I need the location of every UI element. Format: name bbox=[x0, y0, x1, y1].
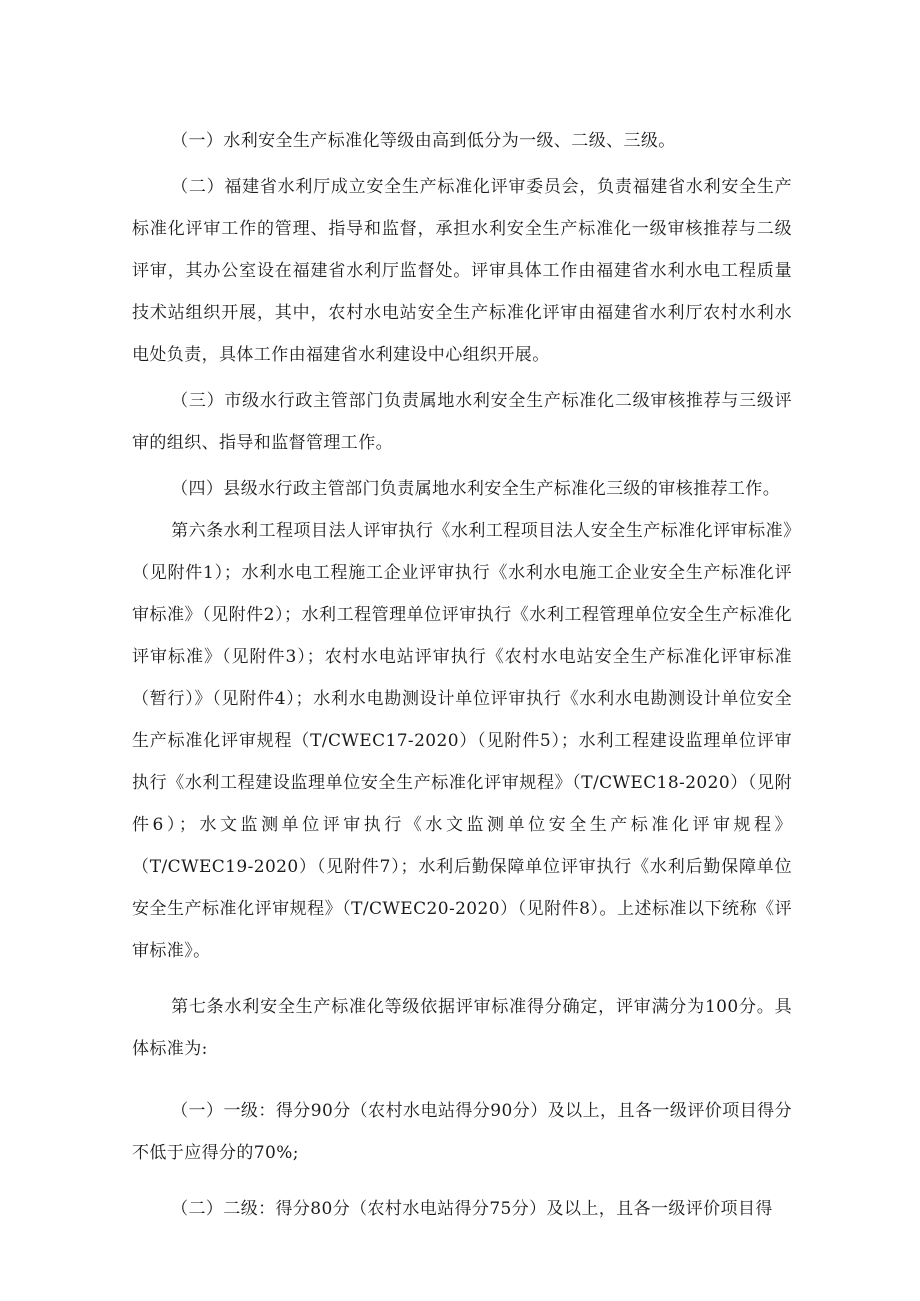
document-body bbox=[132, 120, 792, 1230]
paragraph-level-two: （二）二级：得分80分（农村水电站得分75分）及以上，且各一级评价项目得 bbox=[171, 1199, 773, 1219]
paragraph-grade-levels: （一）水利安全生产标准化等级由高到低分为一级、二级、三级。 bbox=[171, 131, 676, 151]
paragraph-county-duties: （四）县级水行政主管部门负责属地水利安全生产标准化三级的审核推荐工作。 bbox=[171, 479, 781, 499]
paragraph-provincial-committee: （二）福建省水利厅成立安全生产标准化评审委员会，负责福建省水利安全生产标准化评审工作的管理、指导和监督，承担水利安全生产标准化一级审核推荐与二级评审，其办公室设在福建省水利厅监督处。评审具体工作由福建省水利水电工程质量技术站组织开展，其中，农村水电站安全生产标准化评审由福建省水利厅农村水利水电处负责，具体工作由福建省水利建设中心组织开展。 bbox=[132, 177, 792, 365]
paragraph-article-7: 第七条水利安全生产标准化等级依据评审标准得分确定，评审满分为100分。具体标准为: bbox=[132, 997, 792, 1059]
paragraph-municipal-duties: （三）市级水行政主管部门负责属地水利安全生产标准化二级审核推荐与三级评审的组织、指导和监督管理工作。 bbox=[132, 391, 792, 453]
paragraph-level-one: （一）一级：得分90分（农村水电站得分90分）及以上，且各一级评价项目得分不低于应得分的70%; bbox=[132, 1101, 792, 1163]
paragraph-article-6: 第六条水利工程项目法人评审执行《水利工程项目法人安全生产标准化评审标准》（见附件1）；水利水电工程施工企业评审执行《水利水电施工企业安全生产标准化评审标准》（见附件2）；水利工程管理单位评审执行《水利工程管理单位安全生产标准化评审标准》（见附件3）；农村水电站评审执行《农村水电站安全生产标准化评审标准（暂行）》（见附件4）；水利水电勘测设计单位评审执行《水利水电勘测设计单位安全生产标准化评审规程（T/CWEC17-2020）（见附件5）；水利工程建设监理单位评审执行《水利工程建设监理单位安全生产标准化评审规程》（T/CWEC18-2020）（见附件6）；水文监测单位评审执行《水文监测单位安全生产标准化评审规程》（T/CWEC19-2020）（见附件7）；水利后勤保障单位评审执行《水利后勤保障单位安全生产标准化评审规程》（T/CWEC20-2020）（见附件8）。上述标准以下统称《评审标准》。 bbox=[132, 521, 792, 961]
